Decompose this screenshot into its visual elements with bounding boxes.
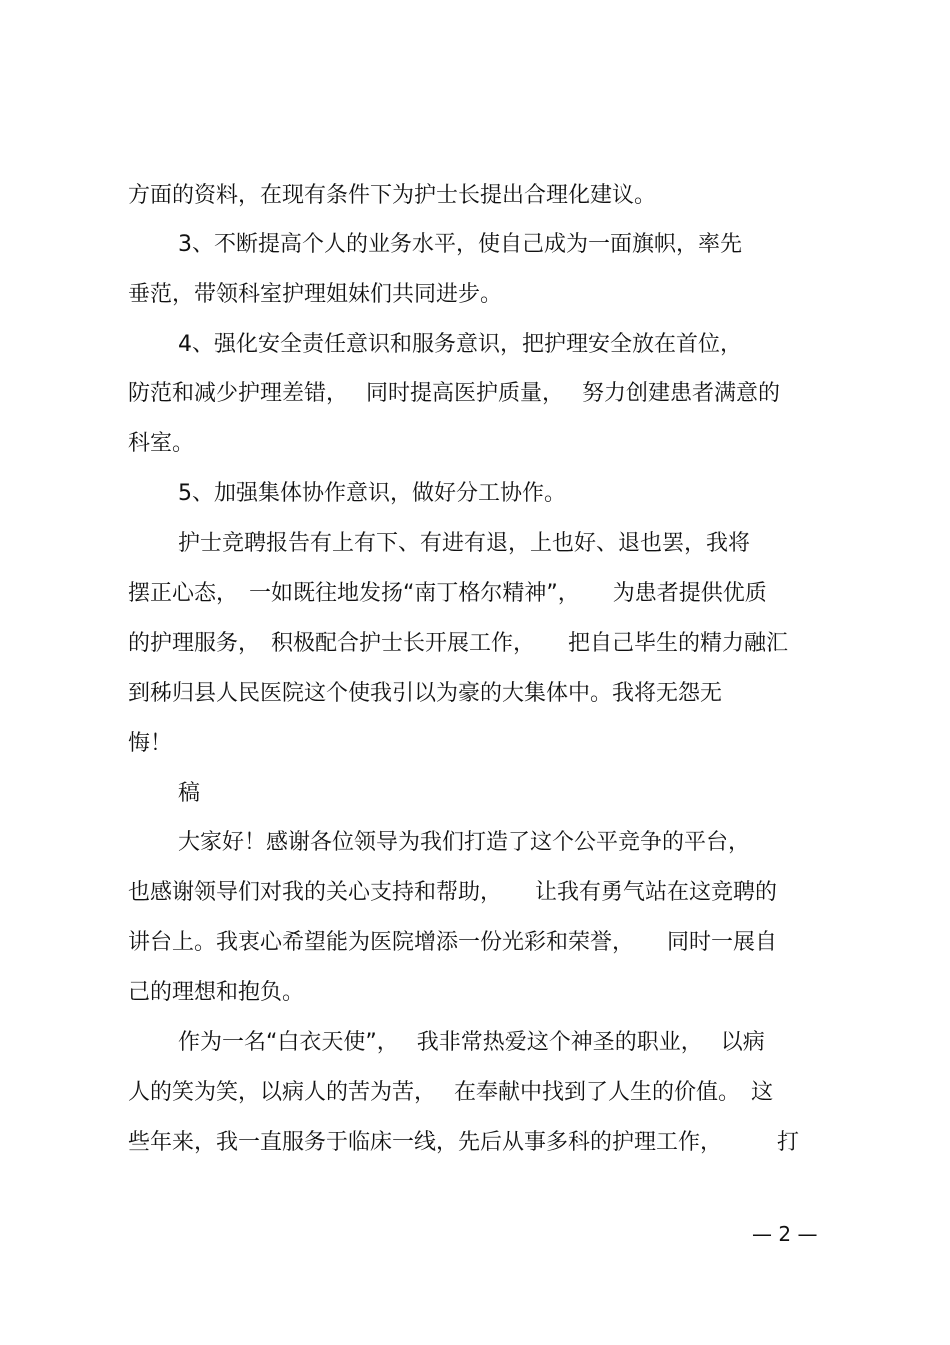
text-line: 悔！ — [128, 731, 173, 756]
text-line: 到秭归县人民医院这个使我引以为豪的大集体中。我将无怨无 — [128, 681, 723, 706]
text-line: 3、不断提高个人的业务水平，使自己成为一面旗帜，率先 — [178, 232, 742, 257]
text-line: 的护理服务， 积极配合护士长开展工作， 把自己毕生的精力融汇 — [128, 631, 789, 656]
text-line: 些年来，我一直服务于临床一线，先后从事多科的护理工作， 打 — [128, 1130, 800, 1155]
text-line: 垂范，带领科室护理姐妹们共同进步。 — [128, 282, 503, 307]
text-line: 防范和减少护理差错， 同时提高医护质量， 努力创建患者满意的 — [128, 381, 780, 406]
text-line: 己的理想和抱负。 — [128, 980, 305, 1005]
text-line: 也感谢领导们对我的关心支持和帮助， 让我有勇气站在这竞聘的 — [128, 880, 778, 905]
page-number: — 2 — — [752, 1222, 818, 1246]
text-line: 5、加强集体协作意识，做好分工协作。 — [178, 481, 566, 506]
text-line: 护士竞聘报告有上有下、有进有退，上也好、退也罢，我将 — [178, 531, 751, 556]
text-line: 人的笑为笑，以病人的苦为苦， 在奉献中找到了人生的价值。 这 — [128, 1080, 773, 1105]
text-line: 摆正心态， 一如既往地发扬“南丁格尔精神”， 为患者提供优质 — [128, 581, 767, 606]
text-line: 4、强化安全责任意识和服务意识，把护理安全放在首位， — [178, 332, 742, 357]
text-line: 科室。 — [128, 431, 195, 456]
text-line: 方面的资料，在现有条件下为护士长提出合理化建议。 — [128, 183, 657, 208]
text-line: 稿 — [178, 781, 201, 806]
text-line: 讲台上。我衷心希望能为医院增添一份光彩和荣誉， 同时一展自 — [128, 930, 778, 955]
text-line: 作为一名“白衣天使”， 我非常热爱这个神圣的职业， 以病 — [178, 1030, 765, 1055]
text-line: 大家好！感谢各位领导为我们打造了这个公平竞争的平台， — [178, 830, 751, 855]
